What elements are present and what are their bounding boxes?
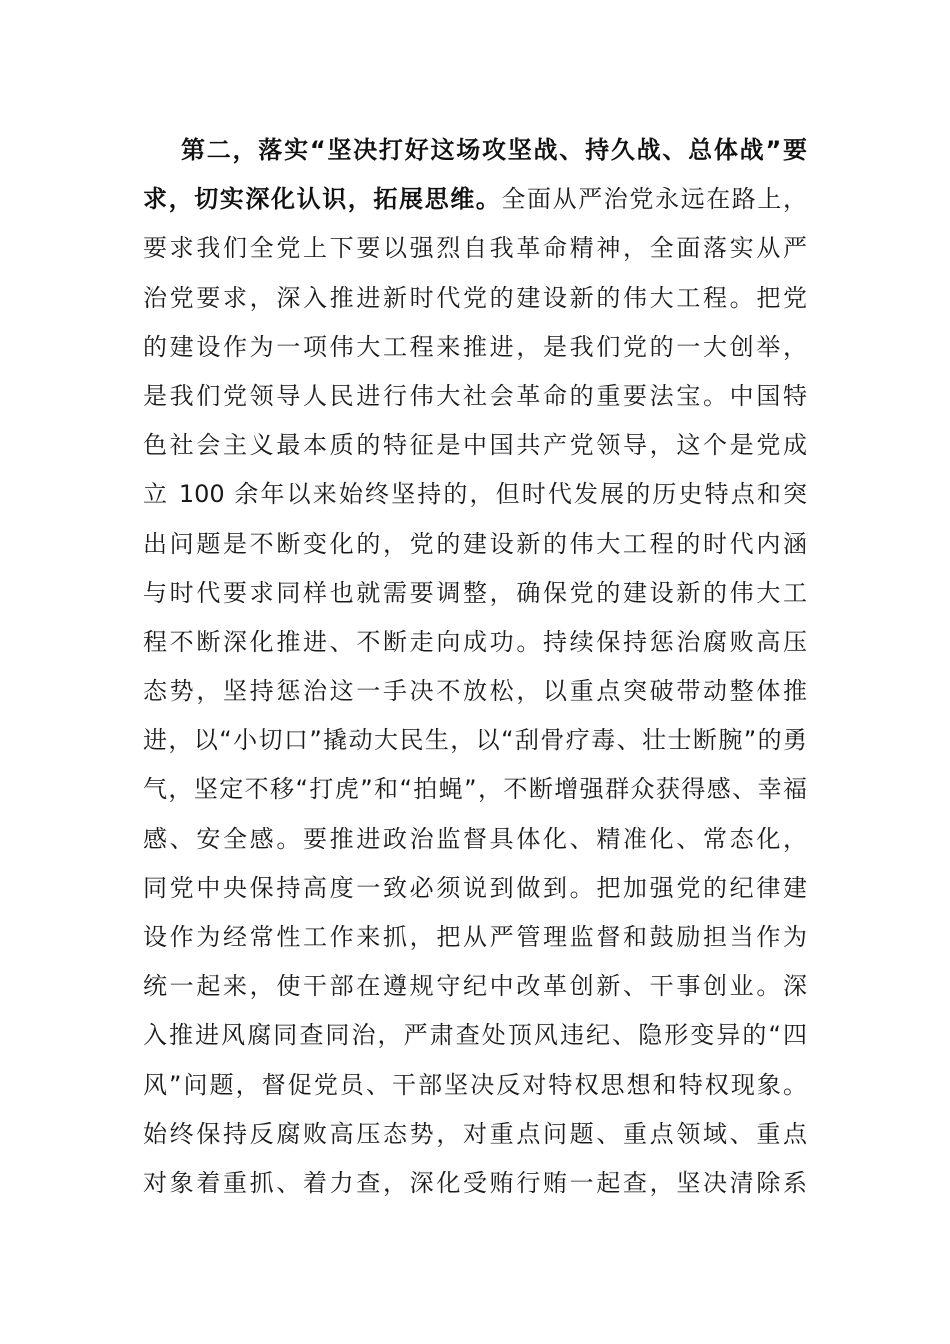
paragraph-line: 立 100 余年以来始终坚持的，但时代发展的历史特点和突 [143, 480, 807, 509]
paragraph-line: 统一起来，使干部在遵规守纪中改革创新、干事创业。深 [143, 972, 807, 1001]
body-paragraph [143, 126, 807, 1208]
heading-bold-text: 求，切实深化认识，拓展思维。 [143, 185, 502, 214]
paragraph-line: 色社会主义最本质的特征是中国共产党领导，这个是党成 [143, 431, 807, 460]
paragraph-line: 对象着重抓、着力查，深化受贿行贿一起查，坚决清除系 [143, 1168, 807, 1197]
paragraph-line: 同党中央保持高度一致必须说到做到。把加强党的纪律建 [143, 873, 807, 902]
paragraph-line: 风”问题，督促党员、干部坚决反对特权思想和特权现象。 [143, 1070, 807, 1099]
paragraph-line: 要求我们全党上下要以强烈自我革命精神，全面落实从严 [143, 234, 807, 263]
paragraph-line-heading: 第二，落实“坚决打好这场攻坚战、持久战、总体战”要 [181, 136, 807, 164]
paragraph-line: 气，坚定不移“打虎”和“拍蝇”，不断增强群众获得感、幸福 [143, 775, 807, 804]
paragraph-line: 态势，坚持惩治这一手决不放松，以重点突破带动整体推 [143, 677, 807, 706]
paragraph-line: 设作为经常性工作来抓，把从严管理监督和鼓励担当作为 [143, 923, 807, 951]
paragraph-line: 始终保持反腐败高压态势，对重点问题、重点领域、重点 [143, 1119, 807, 1148]
paragraph-line: 治党要求，深入推进新时代党的建设新的伟大工程。把党 [143, 283, 807, 312]
paragraph-line: 与时代要求同样也就需要调整，确保党的建设新的伟大工 [143, 578, 807, 607]
paragraph-line: 入推进风腐同查同治，严肃查处顶风违纪、隐形变异的“四 [143, 1021, 807, 1050]
paragraph-line: 出问题是不断变化的，党的建设新的伟大工程的时代内涵 [143, 529, 807, 558]
paragraph-line: 是我们党领导人民进行伟大社会革命的重要法宝。中国特 [143, 381, 807, 410]
paragraph-text: 全面从严治党永远在路上， [501, 185, 808, 214]
paragraph-line: 感、安全感。要推进政治监督具体化、精准化、常态化， [143, 824, 807, 853]
paragraph-line-mixed [143, 175, 807, 224]
paragraph-line: 的建设作为一项伟大工程来推进，是我们党的一大创举， [143, 332, 807, 361]
paragraph-line: 进，以“小切口”撬动大民生，以“刮骨疗毒、壮士断腕”的勇 [143, 726, 807, 755]
paragraph-line: 程不断深化推进、不断走向成功。持续保持惩治腐败高压 [143, 627, 807, 656]
